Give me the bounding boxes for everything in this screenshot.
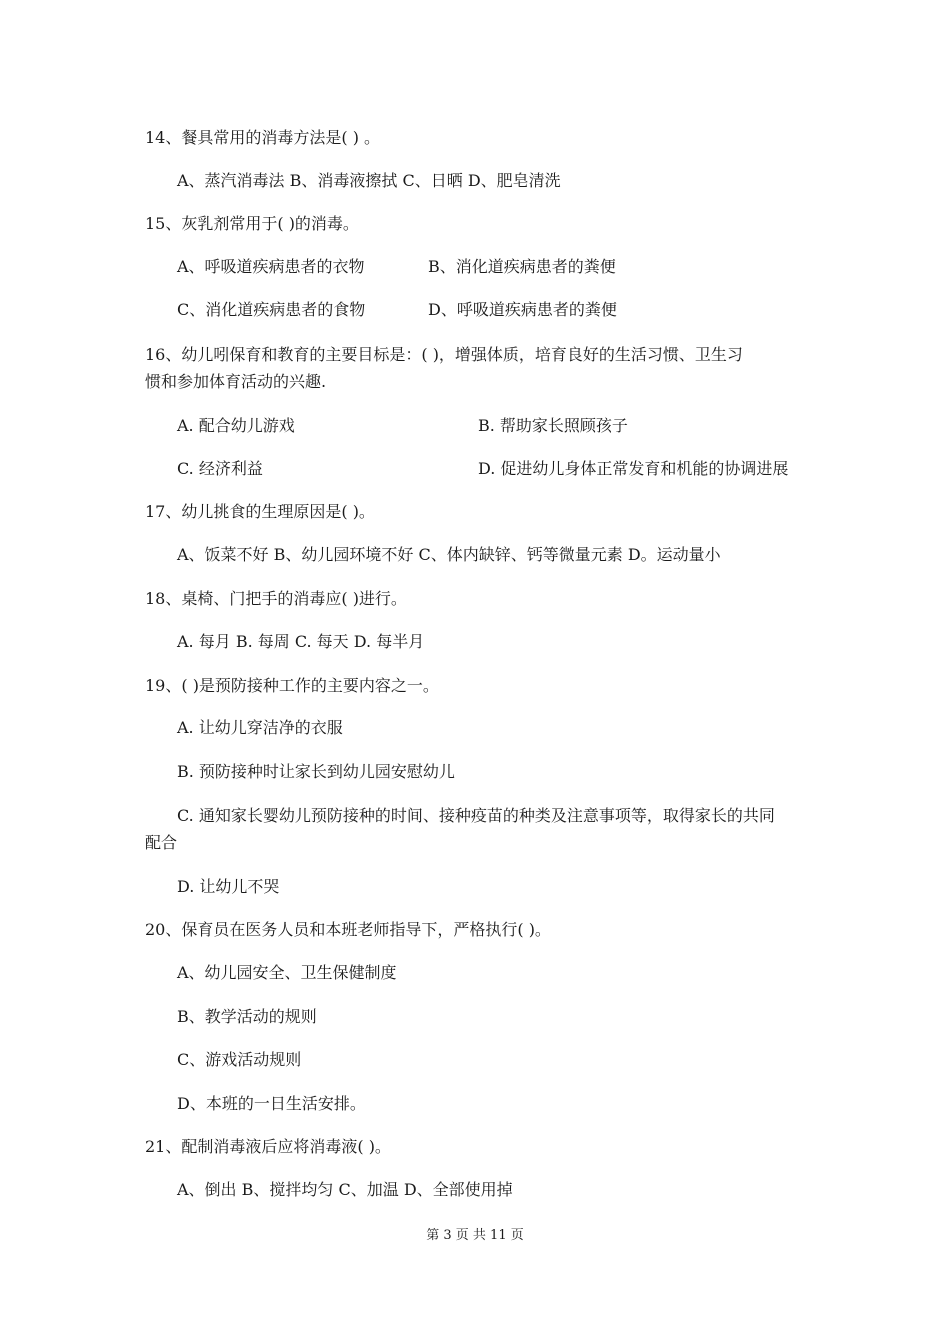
question-18-stem: 18、桌椅、门把手的消毒应( )进行。 [145,589,407,608]
question-19-option-a: A. 让幼儿穿洁净的衣服 [177,718,343,737]
question-16-stem-line1: 16、幼儿吲保育和教育的主要目标是：( )，增强体质，培育良好的生活习惯、卫生习 [145,345,743,364]
question-19-option-c-line1: C. 通知家长婴幼儿预防接种的时间、接种疫苗的种类及注意事项等，取得家长的共同 [177,806,775,825]
question-15-option-a: A、呼吸道疾病患者的衣物 [177,257,365,276]
question-19-option-d: D. 让幼儿不哭 [177,877,280,896]
question-16-option-a: A. 配合幼儿游戏 [177,416,295,435]
page-number-footer: 第 3 页 共 11 页 [426,1228,524,1243]
question-20-option-c: C、游戏活动规则 [177,1050,302,1069]
question-17-options: A、饭菜不好 B、幼儿园环境不好 C、体内缺锌、钙等微量元素 D。运动量小 [177,545,721,564]
question-20-option-d: D、本班的一日生活安排。 [177,1094,366,1113]
question-19-option-c-line2: 配合 [145,833,178,852]
question-14-options: A、蒸汽消毒法 B、消毒液擦拭 C、日晒 D、肥皂清洗 [177,171,561,190]
question-16-option-d: D. 促进幼儿身体正常发育和机能的协调进展 [478,459,789,478]
question-16-option-c: C. 经济利益 [177,459,263,478]
question-20-option-b: B、教学活动的规则 [177,1007,317,1026]
question-19-option-b: B. 预防接种时让家长到幼儿园安慰幼儿 [177,762,455,781]
question-20-option-a: A、幼儿园安全、卫生保健制度 [177,963,397,982]
question-18-options: A. 每月 B. 每周 C. 每天 D. 每半月 [177,632,425,651]
question-15-option-d: D、呼吸道疾病患者的粪便 [428,300,617,319]
question-17-stem: 17、幼儿挑食的生理原因是( )。 [145,502,375,521]
question-14-stem: 14、餐具常用的消毒方法是( ) 。 [145,128,381,147]
question-15-stem: 15、灰乳剂常用于( )的消毒。 [145,214,359,233]
question-20-stem: 20、保育员在医务人员和本班老师指导下，严格执行( )。 [145,920,551,939]
question-16-option-b: B. 帮助家长照顾孩子 [478,416,628,435]
question-21-options: A、倒出 B、搅拌均匀 C、加温 D、全部使用掉 [177,1180,513,1199]
question-15-option-b: B、消化道疾病患者的粪便 [428,257,616,276]
question-15-option-c: C、消化道疾病患者的食物 [177,300,366,319]
question-19-stem: 19、( )是预防接种工作的主要内容之一。 [145,676,439,695]
question-16-stem-line2: 惯和参加体育活动的兴趣. [145,372,327,391]
question-21-stem: 21、配制消毒液后应将消毒液( )。 [145,1137,391,1156]
